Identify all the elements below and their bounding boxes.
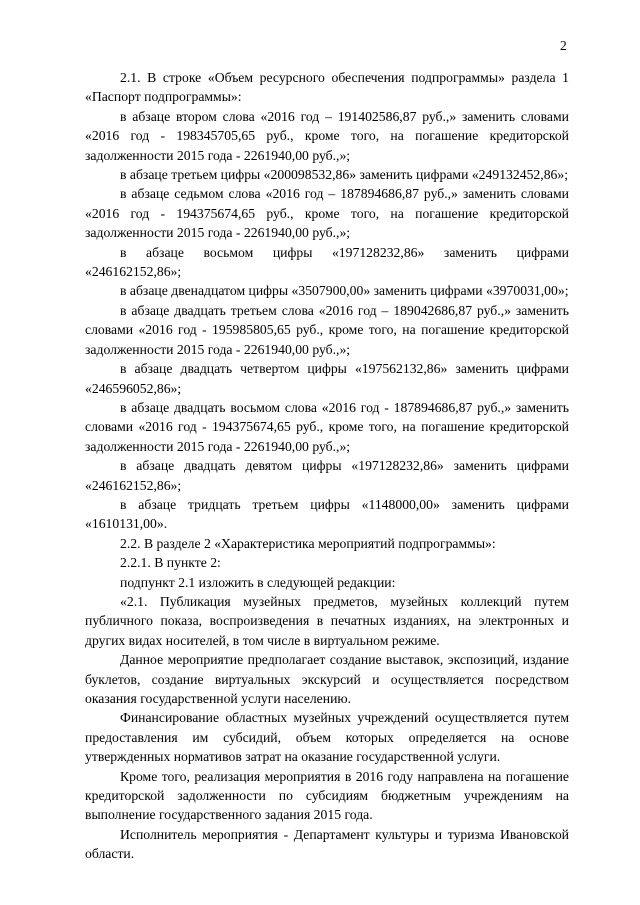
paragraph: в абзаце двадцать восьмом слова «2016 год - 187894686,87 руб.,» заменить словами «2016 год - 194375674,65 руб., кроме того, на погашение кредиторской задолженности 2015 года - 2261940,00 руб.,»; (85, 399, 569, 454)
paragraph: в абзаце третьем цифры «200098532,86» заменить цифрами «249132452,86»; (120, 167, 569, 183)
paragraph: 2.2. В разделе 2 «Характеристика мероприятий подпрограммы»: (120, 535, 496, 551)
paragraph: Финансирование областных музейных учреждений осуществляется путем предоставления им субсидий, объем которых определяется на основе утвержденных нормативов затрат на оказание государственной услуги. (85, 710, 569, 765)
paragraph: «2.1. Публикация музейных предметов, музейных коллекций путем публичного показа, воспроизведения в печатных изданиях, на электронных и других видах носителей, в том числе в виртуальном режиме. (85, 593, 569, 648)
paragraph: в абзаце двадцать девятом цифры «197128232,86» заменить цифрами «246162152,86»; (85, 458, 569, 493)
paragraph: в абзаце восьмом цифры «197128232,86» заменить цифрами «246162152,86»; (85, 244, 569, 280)
paragraph: Данное мероприятие предполагает создание выставок, экспозиций, издание буклетов, создание виртуальных экскурсий и осуществляется посредством оказания государственной услуги населению. (85, 652, 569, 706)
paragraph: Кроме того, реализация мероприятия в 2016 году направлена на погашение кредиторской задолженности по субсидиям бюджетным учреждениям на выполнение государственного задания 2015 года. (85, 768, 569, 823)
document-body (85, 68, 569, 864)
page-number: 2 (560, 38, 567, 53)
paragraph: 2.1. В строке «Объем ресурсного обеспечения подпрограммы» раздела 1 «Паспорт подпрограммы»: (85, 70, 569, 105)
paragraph: в абзаце двадцать третьем слова «2016 год – 189042686,87 руб.,» заменить словами «2016 год - 195985805,65 руб., кроме того, на погашение кредиторской задолженности 2015 года - 2261940,00 руб.,»; (85, 302, 569, 357)
paragraph: Исполнитель мероприятия - Департамент культуры и туризма Ивановской области. (85, 826, 569, 862)
paragraph: в абзаце тридцать третьем цифры «1148000,00» заменить цифрами «1610131,00». (85, 496, 569, 532)
paragraph: 2.2.1. В пункте 2: (120, 555, 221, 571)
paragraph: в абзаце втором слова «2016 год – 191402586,87 руб.,» заменить словами «2016 год - 198345705,65 руб., кроме того, на погашение кредиторской задолженности 2015 года - 2261940,00 руб.,»; (85, 108, 569, 163)
paragraph: подпункт 2.1 изложить в следующей редакции: (120, 574, 396, 590)
paragraph: в абзаце двадцать четвертом цифры «197562132,86» заменить цифрами «246596052,86»; (85, 361, 569, 396)
paragraph: в абзаце седьмом слова «2016 год – 187894686,87 руб.,» заменить словами «2016 год - 194375674,65 руб., кроме того, на погашение кредиторской задолженности 2015 года - 2261940,00 руб.,»; (85, 186, 569, 241)
paragraph: в абзаце двенадцатом цифры «3507900,00» заменить цифрами «3970031,00»; (120, 283, 569, 299)
